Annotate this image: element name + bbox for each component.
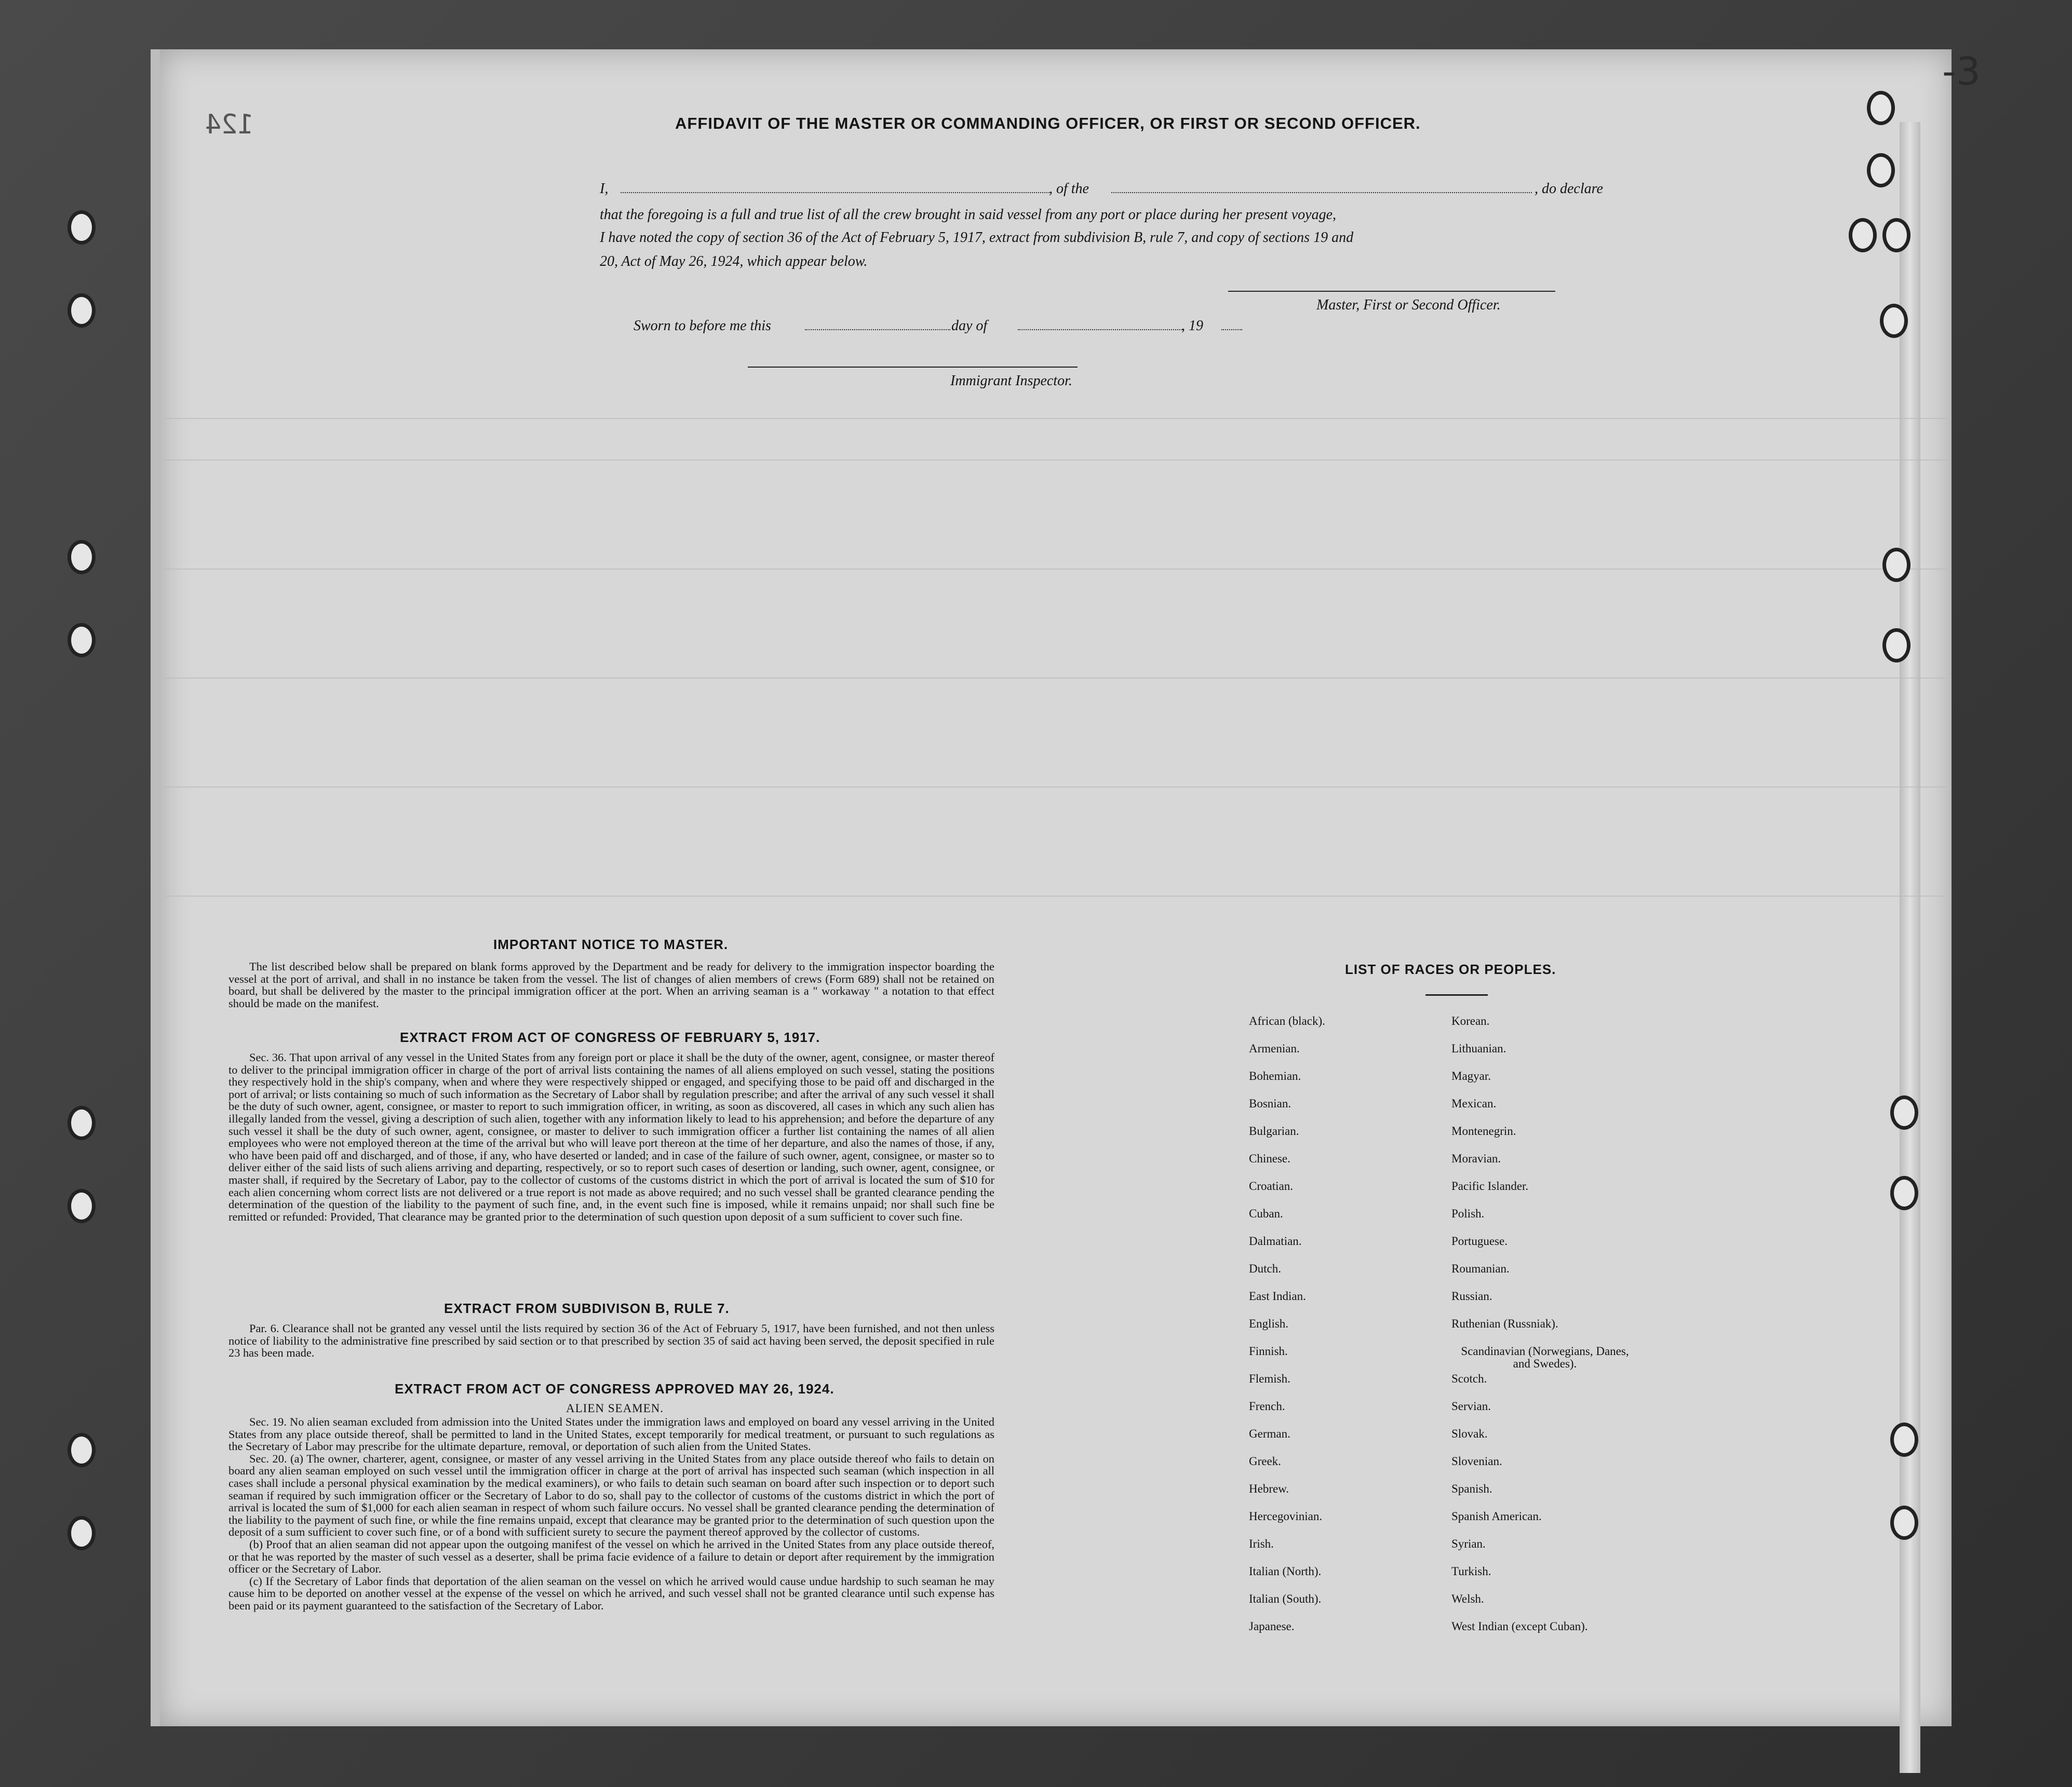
race-item: Italian (South).: [1249, 1592, 1322, 1605]
race-item: Montenegrin.: [1451, 1125, 1516, 1138]
race-item: Greek.: [1249, 1455, 1281, 1468]
race-item: Bohemian.: [1249, 1070, 1301, 1082]
race-item: Korean.: [1451, 1014, 1490, 1027]
ghost-rule: [165, 568, 1946, 570]
affidavit-title: AFFIDAVIT OF THE MASTER OR COMMANDING OFFICER, OR FIRST OR SECOND OFFICER.: [675, 114, 1421, 132]
race-item: German.: [1249, 1427, 1290, 1440]
race-item: Turkish.: [1451, 1565, 1491, 1578]
binder-hole: [68, 293, 96, 328]
binder-hole: [1849, 218, 1877, 252]
race-item: Japanese.: [1249, 1620, 1295, 1633]
subdivision-title: EXTRACT FROM SUBDIVISON B, RULE 7.: [444, 1301, 730, 1316]
race-item: Cuban.: [1249, 1207, 1283, 1220]
race-item: Croatian.: [1249, 1180, 1293, 1193]
corner-mark: -3: [1942, 49, 1981, 94]
sec20a-paragraph: Sec. 20. (a) The owner, charterer, agent, consignee, or master of any vessel arriving in the United States from any place outside thereof who fails to detain on board any alien seaman employed on such vessel until the immigration officer in charge at the port of arrival has inspected such seaman (which inspection in all cases shall include a personal physical examination by the medical examiners), or who fails to detain such seaman on board after such inspection or to deport such seaman if required by such immigration officer or the Secretary of Labor to do so, shall pay to the collector of customs of the customs district in which the port of arrival is located the sum of $1,000 for each alien seaman in respect of whom such failure occurs. No vessel shall be granted clearance pending the determination of the liability to the payment of such fine, or while the fine remains unpaid, except that clearance may be granted prior to the determination of such question upon the deposit of a sum sufficient to cover such fine, or of a bond with sufficient surety to secure the payment thereof approved by the collector of customs.: [228, 1452, 994, 1539]
page-number: 124: [205, 109, 254, 140]
affidavit-i: I,: [600, 181, 609, 197]
race-item: Hebrew.: [1249, 1482, 1289, 1495]
race-item: Chinese.: [1249, 1152, 1290, 1165]
race-item: Scotch.: [1451, 1372, 1487, 1385]
race-item: Dutch.: [1249, 1262, 1281, 1275]
race-item: Welsh.: [1451, 1592, 1484, 1605]
race-item: Scandinavian (Norwegians, Danes, and Swedes).: [1461, 1345, 1629, 1370]
race-item: Armenian.: [1249, 1042, 1300, 1055]
race-item: East Indian.: [1249, 1290, 1306, 1303]
blank-year-line: [1221, 329, 1242, 330]
affidavit-line3: I have noted the copy of section 36 of the Act of February 5, 1917, extract from subdivision B, rule 7, and copy of sections 19 and: [600, 229, 1354, 246]
affidavit-line4: 20, Act of May 26, 1924, which appear below.: [600, 253, 868, 269]
binder-hole: [68, 623, 96, 657]
race-item: Bosnian.: [1249, 1097, 1291, 1110]
race-item: Syrian.: [1451, 1537, 1486, 1550]
sec36-paragraph: Sec. 36. That upon arrival of any vessel in the United States from any foreign port or place it shall be the duty of the owner, agent, consignee, or master thereof to deliver to the principal immigration officer in charge of the port of arrival lists containing the names of all aliens employed on such vessel, stating the positions they respectively hold in the ship's company, when and where they were respectively shipped or engaged, and specifying those to be paid off and discharged in the port of arrival; or lists containing so much of such information as the Secretary of Labor shall by regulation prescribe; and after the arrival of any such vessel it shall be the duty of such owner, agent, consignee, or master to report to such immigration officer, in writing, as soon as discovered, all cases in which any such alien has illegally landed from the vessel, giving a description of such alien, together with any information likely to lead to his apprehension; and before the departure of any such vessel it shall be the duty of such owner, agent, consignee, or master to deliver to such immigration officer a further list containing the names of all alien employees who were not employed thereon at the time of the arrival but who will leave port thereon at the time of her departure, and also the names of those, if any, who have been paid off and discharged, and of those, if any, who have deserted or landed; and in case of the failure of such owner, agent, consignee, or master so to deliver either of the said lists of such aliens arriving and departing, respectively, or so to report such cases of desertion or landing, such owner, agent, consignee, or master shall, if required by the Secretary of Labor, pay to the collector of customs of the customs district in which the port of arrival is located the sum of $10 for each alien concerning whom correct lists are not delivered or a true report is not made as above required; and no such vessel shall be granted clearance pending the determination of the question of the liability to the payment of such fine, and, in the event such fine is imposed, while it remains unpaid; nor shall such fine be remitted or refunded: Provided, That clearance may be granted prior to the determination of such question upon deposit of a sum sufficient to cover such fine.: [228, 1051, 994, 1223]
race-item: African (black).: [1249, 1014, 1325, 1027]
binder-hole: [1890, 1423, 1918, 1457]
sec20b-paragraph: (b) Proof that an alien seaman did not appear upon the outgoing manifest of the vessel on which he arrived in the United States from any place outside thereof, or that he was reported by the master of such vessel as a deserter, shall be prima facie evidence of a failure to detain or deport after requirement by the immigration officer or the Secretary of Labor.: [228, 1537, 994, 1576]
race-item: Dalmatian.: [1249, 1235, 1302, 1248]
affidavit-line2: that the foregoing is a full and true list of all the crew brought in said vessel from any port or place during her present voyage,: [600, 207, 1337, 223]
race-item: Bulgarian.: [1249, 1125, 1299, 1138]
extract-1924-title: EXTRACT FROM ACT OF CONGRESS APPROVED MAY 26, 1924.: [395, 1381, 835, 1397]
sec19-paragraph: Sec. 19. No alien seaman excluded from admission into the United States under the immigration laws and employed on board any vessel arriving in the United States from any place outside thereof, shall be permitted to land in the United States, except temporarily for medical treatment, or pursuant to such regulations as the Secretary of Labor may prescribe for the ultimate departure, removal, or deportation of such alien from the United States.: [228, 1415, 994, 1453]
ghost-rule: [165, 459, 1946, 461]
inspector-signature-line: [748, 367, 1078, 368]
subdivision-text: [228, 1322, 994, 1359]
race-item: Irish.: [1249, 1537, 1274, 1550]
alien-seamen-subtitle: ALIEN SEAMEN.: [566, 1402, 664, 1415]
extract-1924-text: [228, 1416, 994, 1612]
race-item: Magyar.: [1451, 1070, 1491, 1082]
affidavit-of-the: , of the: [1049, 181, 1089, 197]
master-signature-line: [1228, 291, 1555, 292]
binder-hole: [1882, 628, 1910, 662]
race-item: Finnish.: [1249, 1345, 1288, 1358]
binder-hole: [1880, 304, 1908, 338]
race-item: Roumanian.: [1451, 1262, 1510, 1275]
race-item: French.: [1249, 1400, 1285, 1413]
race-item: Slovenian.: [1451, 1455, 1502, 1468]
race-item: Portuguese.: [1451, 1235, 1508, 1248]
binder-hole: [68, 1189, 96, 1223]
binder-hole: [68, 1106, 96, 1140]
extract-1917-text: [228, 1051, 994, 1223]
binder-hole: [1890, 1176, 1918, 1210]
binder-hole: [68, 1516, 96, 1550]
race-item: Italian (North).: [1249, 1565, 1322, 1578]
binder-hole: [68, 1433, 96, 1467]
blank-name-line: [621, 192, 1052, 193]
ghost-rule: [165, 896, 1946, 897]
blank-month-line: [1018, 329, 1184, 330]
notice-text: [228, 960, 994, 1009]
race-item: Spanish American.: [1451, 1510, 1542, 1523]
binder-hole: [1882, 218, 1910, 252]
races-left-column: [1249, 1015, 1467, 1648]
race-item: Spanish.: [1451, 1482, 1492, 1495]
master-signature-label: Master, First or Second Officer.: [1316, 297, 1501, 313]
affidavit-declare: , do declare: [1535, 181, 1603, 197]
ghost-rule: [165, 678, 1946, 679]
race-item: Moravian.: [1451, 1152, 1501, 1165]
notice-paragraph: The list described below shall be prepared on blank forms approved by the Department and be ready for delivery to the immigration inspector boarding the vessel at the port of arrival, and shall in no instance be taken from the vessel. The list of changes of alien members of crews (Form 689) shall not be retained on board, but shall be delivered by the master to the principal immigration officer at the port. When an arriving seaman is a " workaway " a notation to that effect should be made on the manifest.: [228, 960, 994, 1010]
race-item: Ruthenian (Russniak).: [1451, 1317, 1558, 1330]
binder-hole: [68, 540, 96, 574]
inspector-signature-label: Immigrant Inspector.: [950, 373, 1072, 389]
race-item: West Indian (except Cuban).: [1451, 1620, 1588, 1633]
binder-hole: [68, 210, 96, 245]
races-title: LIST OF RACES OR PEOPLES.: [1345, 962, 1556, 977]
notice-title: IMPORTANT NOTICE TO MASTER.: [493, 937, 729, 952]
race-item: English.: [1249, 1317, 1289, 1330]
race-item: Slovak.: [1451, 1427, 1488, 1440]
sworn-day-of: day of: [951, 318, 988, 334]
ghost-rule: [165, 418, 1946, 419]
race-item: Pacific Islander.: [1451, 1180, 1529, 1193]
par6-paragraph: Par. 6. Clearance shall not be granted any vessel until the lists required by section 36 of the Act of February 5, 1917, have been furnished, and not then unless notice of liability to the administrative fine prescribed by said section or to that prescribed by section 35 of said act having been served, the deposit specified in rule 23 has been made.: [228, 1322, 994, 1360]
race-item: Russian.: [1451, 1290, 1492, 1303]
binder-hole: [1867, 91, 1895, 125]
sworn-year: , 19: [1181, 318, 1203, 334]
blank-vessel-line: [1111, 192, 1532, 193]
sec20c-paragraph: (c) If the Secretary of Labor finds that deportation of the alien seaman on the vessel on which he arrived would cause undue hardship to such seaman he may cause him to be deported on another vessel at the expense of the vessel on which he arrived, and such vessel shall not be granted clearance until such expense has been paid or its payment guaranteed to the satisfaction of the Secretary of Labor.: [228, 1574, 994, 1612]
race-item: Polish.: [1451, 1207, 1485, 1220]
binder-hole: [1882, 548, 1910, 582]
race-item: Lithuanian.: [1451, 1042, 1506, 1055]
blank-day-line: [805, 329, 950, 330]
race-item: Hercegovinian.: [1249, 1510, 1323, 1523]
binder-hole: [1867, 153, 1895, 187]
binder-hole: [1890, 1095, 1918, 1130]
ghost-rule: [165, 787, 1946, 788]
race-item: Mexican.: [1451, 1097, 1497, 1110]
sworn-text: Sworn to before me this: [634, 318, 771, 334]
binder-hole: [1890, 1506, 1918, 1540]
races-right-column: [1451, 1015, 1670, 1648]
race-item: Servian.: [1451, 1400, 1491, 1413]
races-rule: [1425, 994, 1488, 996]
race-item: Flemish.: [1249, 1372, 1290, 1385]
extract-1917-title: EXTRACT FROM ACT OF CONGRESS OF FEBRUARY 5, 1917.: [400, 1030, 820, 1045]
